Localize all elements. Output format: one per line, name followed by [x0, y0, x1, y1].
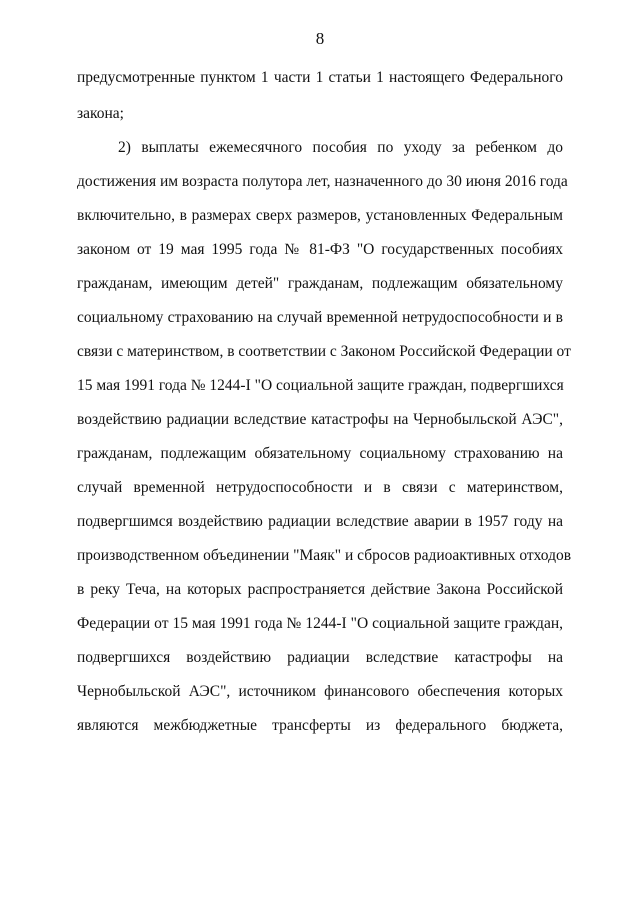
text-line: связи с материнством, в соответствии с Законом Российской Федерации от — [77, 343, 571, 360]
text-line: социальному страхованию на случай временной нетрудоспособности и в — [77, 309, 563, 326]
text-line: Федерации от 15 мая 1991 года № 1244-I "О социальной защите граждан, — [77, 615, 563, 632]
page-number: 8 — [315, 29, 325, 48]
text-line: воздействию радиации вследствие катастрофы на Чернобыльской АЭС", — [77, 411, 563, 428]
text-line: достижения им возраста полутора лет, назначенного до 30 июня 2016 года — [77, 173, 568, 190]
text-line: подвергшимся воздействию радиации вследствие аварии в 1957 году на — [77, 513, 563, 530]
text-line: закона; — [77, 105, 124, 122]
text-line: Чернобыльской АЭС", источником финансового обеспечения которых — [77, 683, 563, 700]
text-line: гражданам, подлежащим обязательному социальному страхованию на — [77, 445, 563, 462]
text-line: являются межбюджетные трансферты из федерального бюджета, — [77, 717, 563, 734]
text-line: 15 мая 1991 года № 1244-I "О социальной защите граждан, подвергшихся — [77, 377, 564, 394]
text-line: случай временной нетрудоспособности и в связи с материнством, — [77, 479, 563, 496]
text-line: гражданам, имеющим детей" гражданам, подлежащим обязательному — [77, 275, 563, 292]
text-line: законом от 19 мая 1995 года № 81-ФЗ "О государственных пособиях — [77, 241, 563, 258]
text-line: включительно, в размерах сверх размеров, установленных Федеральным — [77, 207, 563, 224]
text-line: в реку Теча, на которых распространяется действие Закона Российской — [77, 581, 563, 598]
text-line: подвергшихся воздействию радиации вследствие катастрофы на — [77, 649, 563, 666]
text-line: производственном объединении "Маяк" и сбросов радиоактивных отходов — [77, 547, 572, 564]
paragraph-first-line: 2) выплаты ежемесячного пособия по уходу за ребенком до — [118, 139, 563, 156]
text-line: предусмотренные пунктом 1 части 1 статьи 1 настоящего Федерального — [77, 69, 563, 86]
